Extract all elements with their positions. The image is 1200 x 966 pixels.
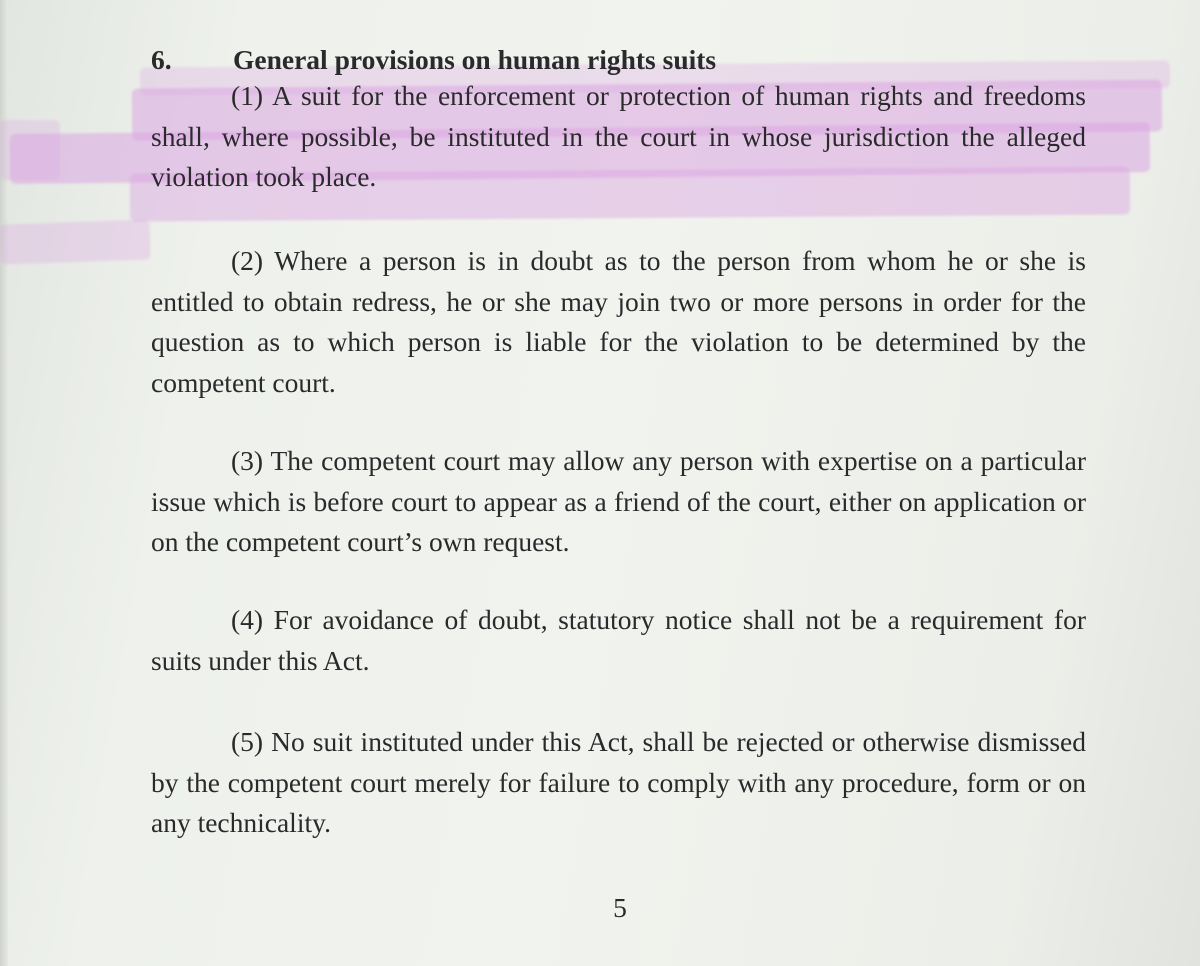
paragraph-2: (2) Where a person is in doubt as to the person from whom he or she is entitled to obtain redress, he or she may join two or more persons in order for the question as to which person is liable for the violation to be determined by the competent court.: [151, 245, 1086, 398]
paragraph-5: (5) No suit instituted under this Act, shall be rejected or otherwise dismissed by the competent court merely for failure to comply with any procedure, form or on any technicality.: [151, 726, 1086, 838]
page-number: 5: [613, 892, 627, 923]
section-heading: [151, 42, 716, 78]
highlighter-mark: [0, 120, 60, 180]
paragraph-4: (4) For avoidance of doubt, statutory notice shall not be a requirement for suits under this Act.: [151, 604, 1086, 676]
section-number: 6.: [151, 44, 172, 75]
section-title: General provisions on human rights suits: [233, 44, 717, 75]
paragraph-1: (1) A suit for the enforcement or protection of human rights and freedoms shall, where possible, be instituted in the court in whose jurisdiction the alleged violation took place.: [151, 80, 1086, 192]
highlighter-mark: [0, 219, 151, 264]
paragraph-3: (3) The competent court may allow any person with expertise on a particular issue which is before court to appear as a friend of the court, either on application or on the competent court’s own request.: [151, 445, 1086, 557]
